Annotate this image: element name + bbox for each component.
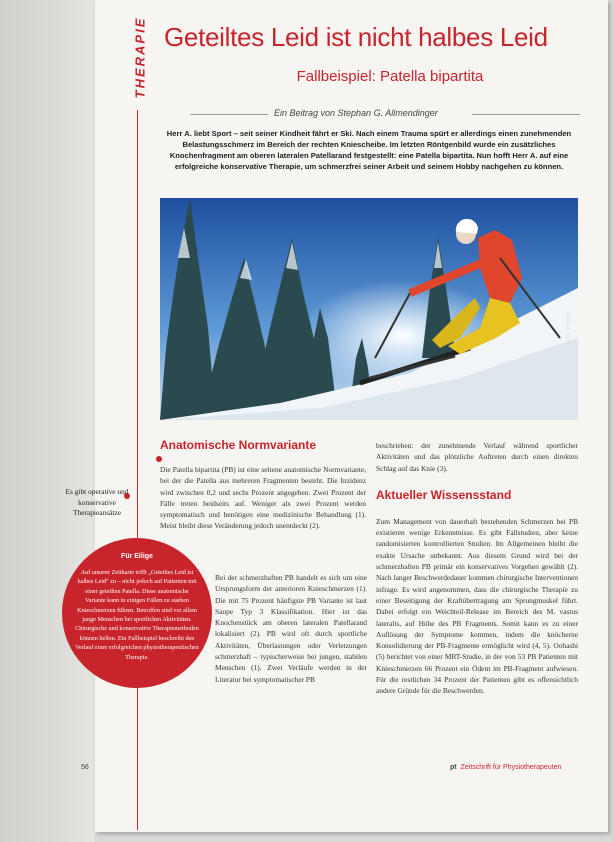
byline-rule-right bbox=[472, 114, 580, 115]
page-number: 56 bbox=[81, 764, 89, 771]
skier-illustration bbox=[160, 198, 578, 420]
footer bbox=[450, 764, 561, 771]
article-subtitle: Fallbeispiel: Patella bipartita bbox=[296, 68, 484, 85]
left-paragraph-2: Bei der schmerzhaften PB handelt es sich um eine Ursprungsform der anterioren Knieschmerzen (1). Die mit 75 Prozent häufigste PB Variante ist laut Saupe Typ 3 Klassifikation. Hier ist das Knochenstück am oberen lateralen Patellarand lokalisiert (2). PB wird oft durch sportliche Aktivitäten, Überlastungen oder Verletzungen schmerzhaft – typischerweise bei jungen, stabilen Menschen (1). Zwei Verläufe werden in der Literatur bei symptomatischer PB bbox=[215, 573, 367, 684]
vertical-rule bbox=[137, 110, 138, 830]
lead-paragraph: Herr A. liebt Sport – seit seiner Kindheit fährt er Ski. Nach einem Trauma spürt er allerdings einen zunehmenden Belastungsschmerz im Bereich der rechten Kniescheibe. Im letzten Röntgenbild wurde ein zusätzliches Knochenfragment am oberen lateralen Patellarand festgestellt: eine Patella bipartita. Nun hofft Herr A. auf eine erfolgreiche konservative Therapie, um schmerzfrei seiner Arbeit und seinem Hobby nachgehen zu können. bbox=[166, 129, 572, 171]
page-edge bbox=[0, 0, 95, 842]
left-column bbox=[160, 438, 366, 532]
right-paragraph-1: Zum Management von dauerhaft bestehenden Schmerzen bei PB existieren wenige Erkenntnisse. Es gibt Fallstudien, aber keine randomisierten kontrollierten Studien. Im Allgemeinen bleibt die exakte Ursache unbekannt. Aus diesem Grund wird bei der schmerzhaften PB primär ein konservatives Vorgehen gewählt (2). Nach langer Beschwerdedauer kommen chirurgische Interventionen infrage. Es wird angenommen, dass die chirurgische Therapie zu einer Beseitigung der Kraftübertragung am Sprungmuskel führt. Dabei erfolgt ein Weichteil-Release im Bereich des M. vastus lateralis, auf Höhe des PB Fragments. Somit kann es zu einer Auflösung der Symptome kommen, indem die knöcherne Konsolidierung der PB-Fragmente ermöglicht wird (4, 5). Oohashi (5) berichtet von einer MRT-Studie, in der von 53 PB Patienten mit Knieschmerzen 66 Prozent ein Ödem im PB-Fragment aufwiesen. Für die restlichen 34 Prozent der Patienten gibt es offensichtlich andere Gründe für die Beschwerden. bbox=[376, 516, 578, 696]
right-column bbox=[376, 440, 578, 697]
heading-aktueller-wissensstand: Aktueller Wissensstand bbox=[376, 487, 512, 502]
info-circle-heading: Für Eilige bbox=[121, 553, 153, 560]
byline bbox=[190, 108, 580, 120]
article-title: Geteiltes Leid ist nicht halbes Leid bbox=[164, 22, 548, 52]
footer-text: Zeitschrift für Physiotherapeuten bbox=[460, 764, 562, 771]
byline-text: Ein Beitrag von Stephan G. Allmendinger bbox=[274, 108, 438, 118]
footer-logo: pt bbox=[450, 764, 457, 771]
side-note: Es gibt operative und konservative Therapieansätze bbox=[65, 487, 129, 517]
photo-credit: Foto: Fotolia bbox=[566, 311, 572, 345]
byline-rule-left bbox=[190, 114, 268, 115]
info-circle-text: Auf unserer Zeitkarte trifft „Geteiltes Leid ist halbes Leid" zu – nicht jedoch auf Patienten mit einer geteilten Patella. Diese anatomische Variante kann in einigen Fällen zu starken Knieschmerzen führen. Betroffen sind vor allem junge Menschen bei sportlichen Aktivitäten. Chirurgische und konservative Therapiemethoden können helfen. Ein Fallbeispiel beschreibt den Verlauf einer erfolgreichen physiotherapeutischen Therapie. bbox=[75, 569, 199, 661]
info-circle bbox=[62, 538, 212, 688]
heading-anatomische-normvariante: Anatomische Normvariante bbox=[160, 438, 317, 452]
right-paragraph-0: beschrieben: der zunehmende Verlauf während sportlicher Aktivitäten und das plötzliche Auftreten durch einen direkten Schlag auf das Knie (3). bbox=[376, 441, 578, 473]
skier-photo bbox=[160, 198, 578, 420]
left-paragraph-1: Die Patella bipartita (PB) ist eine seltene anatomische Normvariante, bei der die Patella aus mehreren Fragmenten besteht. Die Inzidenz wird zwischen 0,2 und sechs Prozent angegeben. Zwei Prozent der Fälle treten beidseits auf. Weniger als zwei Prozent werden symptomatisch und benötigen eine medizinische Behandlung (1). Meist bleibt diese Veränderung jedoch unentdeckt (2). bbox=[160, 465, 366, 531]
section-label: THERAPIE bbox=[132, 16, 148, 99]
